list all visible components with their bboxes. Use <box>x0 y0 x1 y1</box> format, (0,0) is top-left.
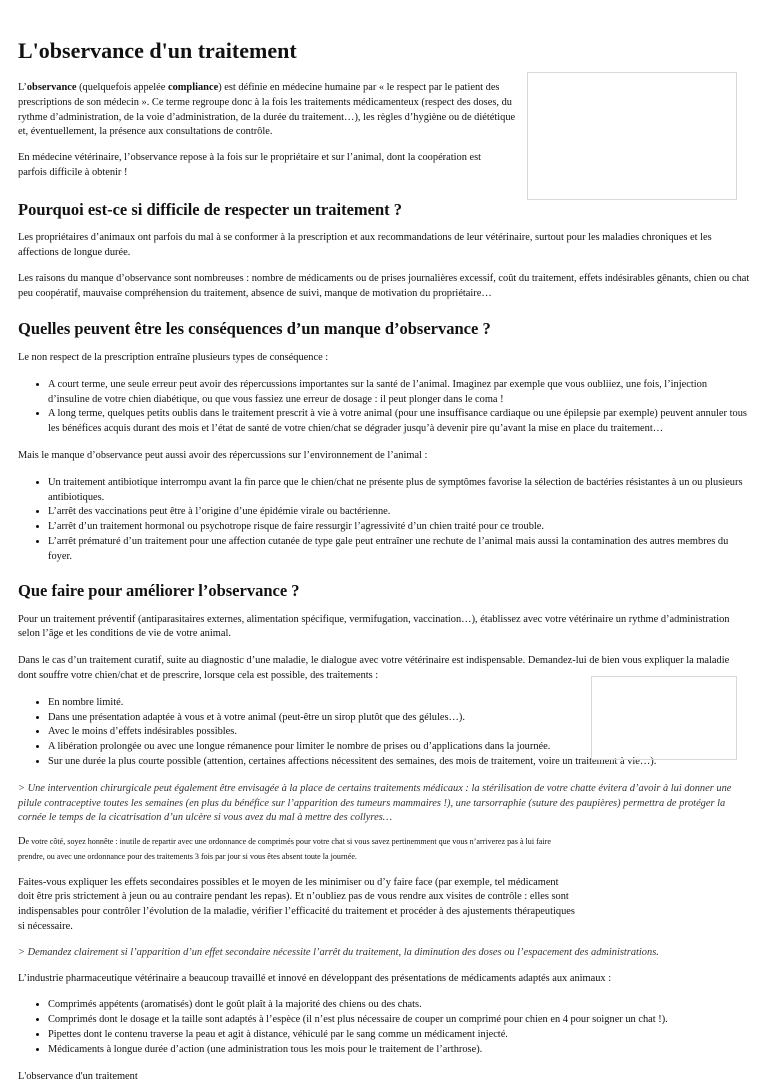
intro-paragraph-2: En médecine vétérinaire, l’observance repose à la fois sur le propriétaire et sur l’animal, dont la coopération est parfois difficile à obtenir ! <box>18 152 482 178</box>
list-item: • Avec le moins d’effets indésirables possibles. <box>48 725 750 740</box>
consequence-list <box>18 378 750 437</box>
footer-text: L'observance d'un traitement <box>18 1070 138 1082</box>
paragraph: Dans le cas d’un traitement curatif, suite au diagnostic d’une maladie, le dialogue avec votre vétérinaire est indispensable. Demandez-lui de bien vous expliquer la maladie dont souffre votre chien/chat et de prescrire, lorsque cela est possible, des traitements : <box>18 655 730 681</box>
list-item: • Médicaments à longue durée d’action (une administration tous les mois pour le traitement de l’arthrose). <box>48 1043 750 1058</box>
page-title: L'observance d'un traitement <box>18 38 297 63</box>
image-placeholder <box>527 72 737 200</box>
list-item: • A long terme, quelques petits oublis dans le traitement prescrit à vie à votre animal (pour une insuffisance cardiaque ou une épilepsie par exemple) peuvent annuler tous les bénéfices acquis durant des mois et l’état de santé de votre chien/chat se dégrader jusqu’à devenir pire qu’avant la mise en place du traitement… <box>48 407 750 437</box>
list-item: • Comprimés dont le dosage et la taille sont adaptés à l’espèce (il n’est plus nécessaire de couper un comprimé pour chien en 4 pour soigner un chat !). <box>48 1013 750 1028</box>
list-item: • Sur une durée la plus courte possible (attention, certaines affections nécessitent des semaines, des mois de traitement, voire un traitement à vie…). <box>48 755 750 770</box>
paragraph: Les raisons du manque d’observance sont nombreuses : nombre de médicaments ou de prises journalières excessif, coût du traitement, effets indésirables gênants, chien ou chat peu coopératif, mauvaise compréhension du traitement, absence de suivi, manque de motivation du propriétaire… <box>18 273 750 300</box>
paragraph: Faites-vous expliquer les effets secondaires possibles et le moyen de les minimiser ou d’y faire face (par exemple, tel médicament doit être pris strictement à jeun ou au contraire pendant les repas). Et n’oubliez pas de vous rendre aux visites de contrôle : elles sont indispensables pour contrôler l’évolution de la maladie, vérifier l’efficacité du traitement et procéder à des ajustements thérapeutiques si nécessaire. <box>18 876 575 933</box>
list-item: • Comprimés appétents (aromatisés) dont le goût plaît à la majorité des chiens ou des chats. <box>48 998 750 1013</box>
section-heading: Quelles peuvent être les conséquences d’un manque d’observance ? <box>18 318 491 338</box>
paragraph: Pour un traitement préventif (antiparasitaires externes, alimentation spécifique, vermifugation, vaccination…), établissez avec votre vétérinaire un rythme d’administration selon l’âge et les conditions de vie de votre animal. <box>18 613 730 640</box>
paragraph: Le non respect de la prescription entraîne plusieurs types de conséquence : <box>18 351 329 363</box>
image-placeholder-small <box>591 676 737 760</box>
list-item: • Pipettes dont le contenu traverse la peau et agit à distance, véhiculé par le sang comme un médicament injecté. <box>48 1028 750 1043</box>
list-item: • L’arrêt d’un traitement hormonal ou psychotrope risque de faire ressurgir l’agressivité d’un chien traité pour ce trouble. <box>48 520 750 535</box>
list-item: • L’arrêt prématuré d’un traitement pour une affection cutanée de type gale peut entraîner une rechute de l’animal mais aussi la contamination des autres membres du foyer. <box>48 535 750 565</box>
list-item: • A libération prolongée ou avec une longue rémanence pour limiter le nombre de prises ou d’applications dans la journée. <box>48 740 750 755</box>
list-item: • Un traitement antibiotique interrompu avant la fin parce que le chien/chat ne présente plus de symptômes favorise la sélection de bactéries résistantes à un ou plusieurs antibiotiques. <box>48 476 750 506</box>
paragraph: Mais le manque d’observance peut aussi avoir des répercussions sur l’environnement de l’animal : <box>18 449 428 461</box>
list-item: • A court terme, une seule erreur peut avoir des répercussions importantes sur la santé de l’animal. Imaginez par exemple que vous oubliiez, une fois, l’injection d’insuline de votre chien diabétique, ou que vous fassiez une erreur de dosage : il peut plonger dans le coma ! <box>48 378 750 408</box>
list-item: • Dans une présentation adaptée à vous et à votre animal (peut-être un sirop plutôt que des gélules…). <box>48 711 750 726</box>
paragraph-small: De votre côté, soyez honnête : inutile de repartir avec une ordonnance de comprimés pour votre chat si vous savez pertinemment que vous n’arriverez pas à lui faire prendre, ou avec une ordonnance pour des traitements 3 fois par jour si vous êtes absent toute la journée. <box>18 836 551 861</box>
intro-paragraph: L’observance (quelquefois appelée compliance) est définie en médecine humaine par « le respect par le patient des prescriptions de son médecin ». Ce terme regroupe donc à la fois les traitements médicamenteux (respect des doses, du rythme d’administration, de la voie d’administration, de la durée du traitement…), les règles d’hygiène ou de diététique et, éventuellement, la présence aux consultations de contrôle. <box>18 82 516 138</box>
quote-note: > Demandez clairement si l’apparition d’un effet secondaire nécessite l’arrêt du traitement, la diminution des doses ou l’espacement des administrations. <box>18 946 659 958</box>
section-heading: Que faire pour améliorer l’observance ? <box>18 580 300 600</box>
environment-list <box>18 476 750 565</box>
list-item: • L’arrêt des vaccinations peut être à l’origine d’une épidémie virale ou bactérienne. <box>48 505 750 520</box>
innovation-list <box>18 998 750 1057</box>
list-item: • En nombre limité. <box>48 696 750 711</box>
paragraph: Les propriétaires d’animaux ont parfois du mal à se conformer à la prescription et aux recommandations de leur vétérinaire, surtout pour les maladies chroniques et les affections de longue durée. <box>18 231 712 258</box>
section-heading: Pourquoi est-ce si difficile de respecter un traitement ? <box>18 199 403 219</box>
quote-note: > Une intervention chirurgicale peut également être envisagée à la place de certains traitements médicaux : la stérilisation de votre chatte évitera d’avoir à lui donner une pilule contraceptive toutes les semaines (en plus du bénéfice sur l’apparition des tumeurs mammaires !), une tarsorraphie (suture des paupières) permettra de protéger la cornée le temps de la cicatrisation d’un ulcère si vous avez du mal à mettre des collyres… <box>18 782 732 824</box>
paragraph: L’industrie pharmaceutique vétérinaire a beaucoup travaillé et innové en développant des présentations de médicaments adaptés aux animaux : <box>18 972 612 984</box>
